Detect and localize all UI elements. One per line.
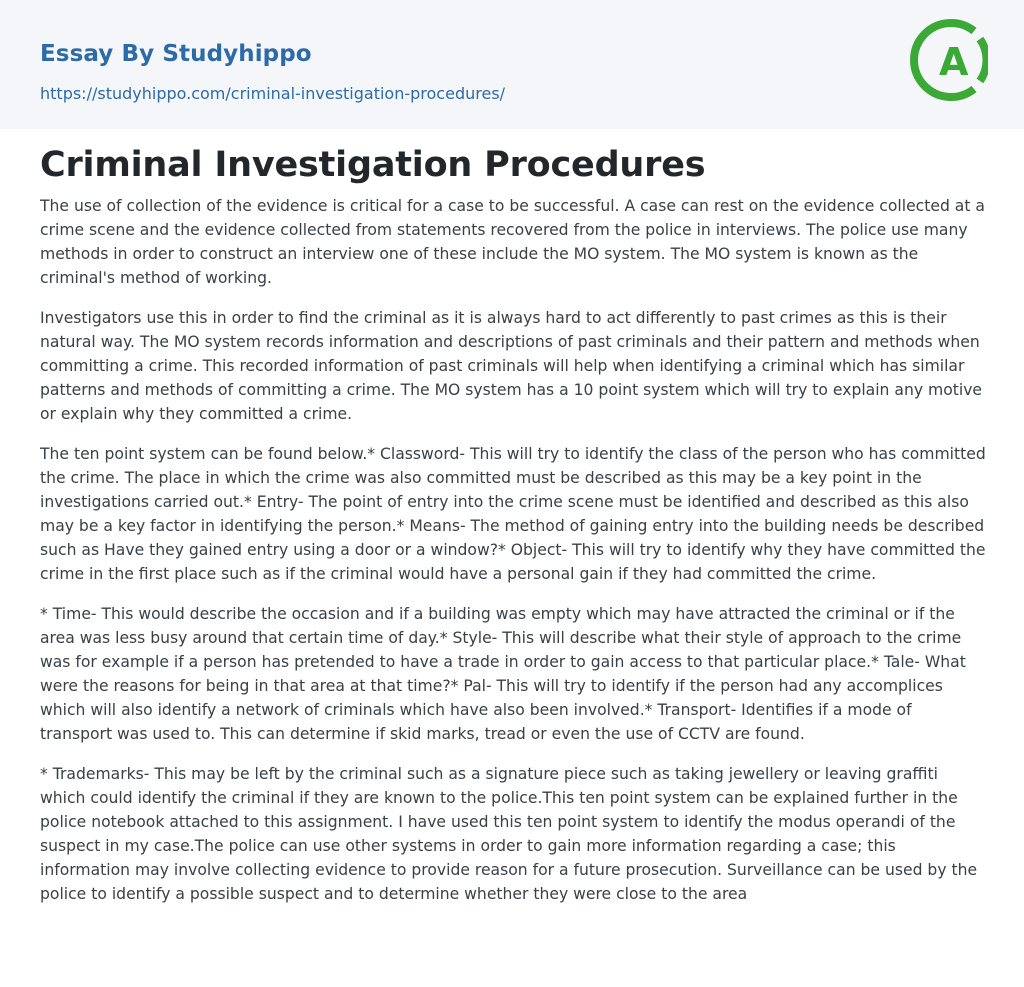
article-body — [40, 194, 988, 922]
source-url-link[interactable]: https://studyhippo.com/criminal-investigation-procedures/ — [40, 84, 506, 103]
paragraph-3: The ten point system can be found below.* Classword- This will try to identify the class of the person who has committed the crime. The place in which the crime was also committed must be described as this may be a key point in the investigations carried out.* Entry- The point of entry into the crime scene must be identified and described as this also may be a key factor in identifying the person.* Means- The method of gaining entry into the building needs be described such as Have they gained entry using a door or a window?* Object- This will try to identify why they have committed the crime in the first place such as if the criminal would have a personal gain if they had committed the crime. — [40, 445, 986, 583]
paragraph-1: The use of collection of the evidence is critical for a case to be successful. A case can rest on the evidence collected at a crime scene and the evidence collected from statements recovered from the police in interviews. The police use many methods in order to construct an interview one of these include the MO system. The MO system is known as the criminal's method of working. — [40, 197, 985, 287]
article-title: Criminal Investigation Procedures — [40, 145, 706, 185]
paragraph-2: Investigators use this in order to find the criminal as it is always hard to act differently to past crimes as this is their natural way. The MO system records information and descriptions of past criminals and their pattern and methods when committing a crime. This recorded information of past criminals will help when identifying a criminal which has similar patterns and methods of committing a crime. The MO system has a 10 point system which will try to explain any motive or explain why they committed a crime. — [40, 309, 983, 423]
brand-title[interactable]: Essay By Studyhippo — [40, 41, 312, 67]
logo-letter: A — [939, 40, 969, 84]
studyhippo-logo-icon[interactable] — [910, 18, 988, 106]
page-header — [0, 0, 1024, 129]
paragraph-5: * Trademarks- This may be left by the criminal such as a signature piece such as taking jewellery or leaving graffiti which could identify the criminal if they are known to the police.This ten point system can be explained further in the police notebook attached to this assignment. I have used this ten point system to identify the modus operandi of the suspect in my case.The police can use other systems in order to gain more information regarding a case; this information may involve collecting evidence to provide reason for a future prosecution. Surveillance can be used by the police to identify a possible suspect and to determine whether they were close to the area — [40, 765, 978, 903]
paragraph-4: * Time- This would describe the occasion and if a building was empty which may have attracted the criminal or if the area was less busy around that certain time of day.* Style- This will describe what their style of approach to the crime was for example if a person has pretended to have a trade in order to gain access to that particular place.* Tale- What were the reasons for being in that area at that time?* Pal- This will try to identify if the person had any accomplices which will also identify a network of criminals which have also been involved.* Transport- Identifies if a mode of transport was used to. This can determine if skid marks, tread or even the use of CCTV are found. — [40, 605, 966, 743]
